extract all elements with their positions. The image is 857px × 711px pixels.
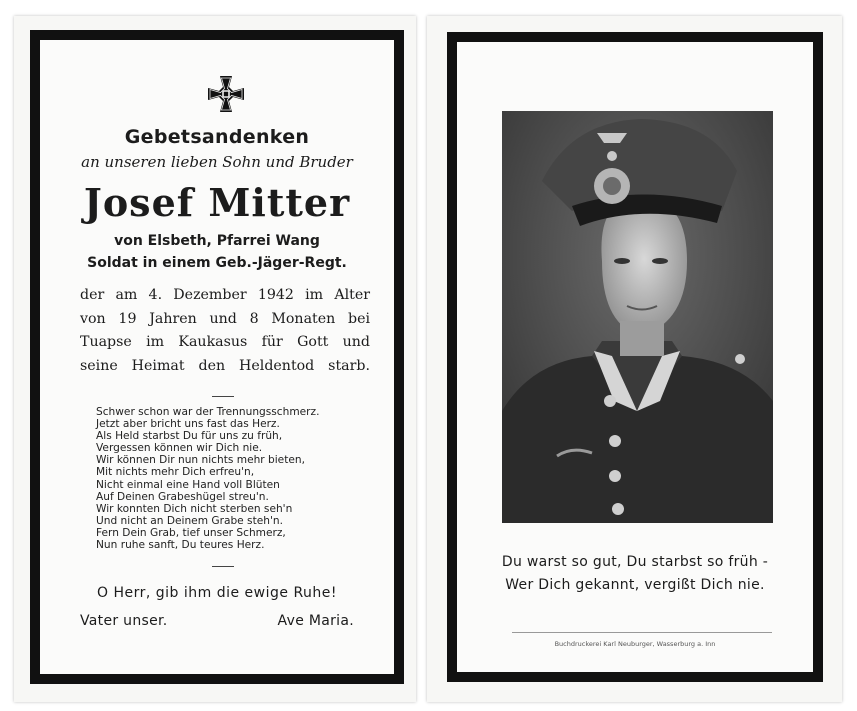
printer-imprint: Buchdruckerei Karl Neuburger, Wasserburg a. Inn [554, 640, 716, 648]
quote-line-2: Wer Dich gekannt, vergißt Dich nie. [505, 577, 765, 593]
divider-bottom [212, 566, 234, 567]
printer-divider [512, 632, 772, 633]
poem-line: Auf Deinen Grabeshügel streu'n. [96, 490, 269, 503]
poem-line: Als Held starbst Du für uns zu früh, [96, 430, 283, 443]
quote-line-1: Du warst so gut, Du starbst so früh - [501, 554, 769, 570]
ave-maria-label: Ave Maria. [277, 613, 354, 629]
poem-line: Jetzt aber bricht uns fast das Herz. [96, 418, 280, 431]
vater-unser-label: Vater unser. [80, 613, 168, 629]
origin-line: von Elsbeth, Pfarrei Wang [114, 233, 320, 249]
left-card [14, 16, 416, 702]
deceased-name: Josef Mitter [83, 180, 351, 225]
divider-top [212, 396, 234, 397]
poem-line: Vergessen können wir Dich nie. [96, 442, 263, 455]
prayer-line: O Herr, gib ihm die ewige Ruhe! [96, 585, 338, 601]
poem-line: Mit nichts mehr Dich erfreu'n, [96, 466, 255, 479]
death-text-line: der am 4. Dezember 1942 im Alter [80, 287, 370, 303]
poem-line: Wir konnten Dich nicht sterben seh'n [96, 502, 293, 515]
right-card [427, 16, 842, 702]
poem-line: Nun ruhe sanft, Du teures Herz. [96, 539, 265, 552]
left-black-border-frame [30, 30, 404, 684]
poem-line: Und nicht an Deinem Grabe steh'n. [96, 514, 283, 527]
poem-line: Schwer schon war der Trennungsschmerz. [96, 406, 320, 418]
death-text-line: seine Heimat den Heldentod starb. [80, 357, 370, 374]
dedication-subtitle: an unseren lieben Sohn und Bruder [81, 153, 353, 171]
poem [96, 406, 319, 551]
page-title: Gebetsandenken [124, 126, 310, 148]
poem-line: Wir können Dir nun nichts mehr bieten, [96, 454, 305, 467]
death-text [80, 284, 370, 378]
death-text-line: Tuapse im Kaukasus für Gott und [80, 334, 370, 350]
right-black-border-frame [447, 32, 823, 682]
rank-line: Soldat in einem Geb.-Jäger-Regt. [87, 255, 347, 271]
iron-cross-icon [206, 74, 246, 114]
poem-line: Nicht einmal eine Hand voll Blüten [96, 478, 280, 491]
poem-line: Fern Dein Grab, tief unser Schmerz, [96, 526, 286, 539]
soldier-portrait-photo [502, 111, 773, 523]
portrait-illustration [502, 111, 773, 523]
death-text-line: von 19 Jahren und 8 Monaten bei [80, 310, 370, 327]
